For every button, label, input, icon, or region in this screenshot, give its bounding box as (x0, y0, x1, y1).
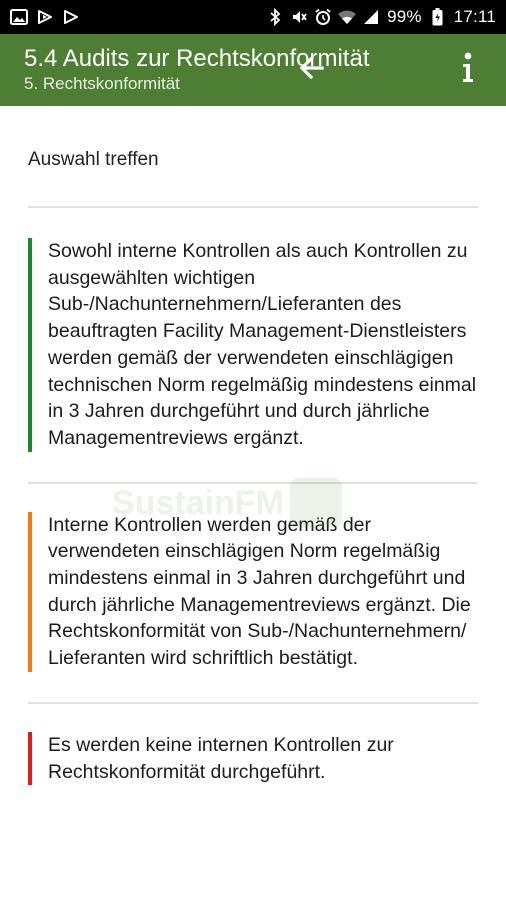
wifi-icon (339, 8, 355, 26)
play-icon (62, 8, 80, 26)
selection-prompt: Auswahl treffen (28, 149, 159, 170)
play-store-icon (36, 8, 54, 26)
option-3-text: Es werden keine internen Kontrollen zur Rechtskonformität durchgeführt. (48, 733, 394, 783)
option-3[interactable] (28, 732, 478, 785)
image-icon (10, 8, 28, 26)
divider (28, 206, 478, 208)
app-bar (0, 34, 506, 106)
arrow-left-icon (298, 56, 324, 85)
status-bar (0, 0, 506, 34)
option-2[interactable] (28, 512, 478, 672)
bluetooth-icon (267, 8, 283, 26)
info-button[interactable] (454, 52, 482, 88)
app-bar-titles (24, 45, 370, 95)
watermark-text: SustainFM (112, 483, 284, 522)
option-1-color-bar (28, 238, 32, 452)
clock: 17:11 (453, 7, 496, 26)
divider (28, 482, 478, 484)
divider (28, 702, 478, 704)
back-button[interactable] (296, 56, 326, 84)
status-bar-right (267, 7, 496, 27)
page-title: 5.4 Audits zur Rechtskonformität (24, 45, 370, 72)
mute-icon (291, 8, 307, 26)
info-icon (461, 52, 475, 89)
option-1-text: Sowohl interne Kontrollen als auch Kontrollen zu ausgewählten wichtigen Sub-/Nachunternehmern/Lieferanten des beauftragten Facility Management-Dienstleisters werden gemäß der verwendeten einschlägigen technischen Norm regelmäßig mindestens einmal in 3 Jahren durchgeführt und durch jährliche Managementreviews ergänzt. (48, 240, 477, 449)
battery-percent: 99% (387, 7, 422, 26)
alarm-icon (315, 8, 331, 26)
option-2-text: Interne Kontrollen werden gemäß der verwendeten einschlägigen Norm regelmäßig mindestens einmal in 3 Jahren durchgeführt und durch jährliche Managementreviews ergänzt. Die Rechtskonformität von Sub-/Nachunternehmern/ Lieferanten wird schriftlich bestätigt. (48, 513, 471, 670)
option-2-color-bar (28, 512, 32, 672)
signal-icon (363, 8, 379, 26)
content (0, 106, 506, 785)
option-3-color-bar (28, 732, 32, 785)
option-1[interactable] (28, 238, 478, 452)
page-subtitle: 5. Rechtskonformität (24, 74, 180, 93)
battery-icon (430, 8, 446, 26)
status-bar-left (10, 8, 80, 26)
